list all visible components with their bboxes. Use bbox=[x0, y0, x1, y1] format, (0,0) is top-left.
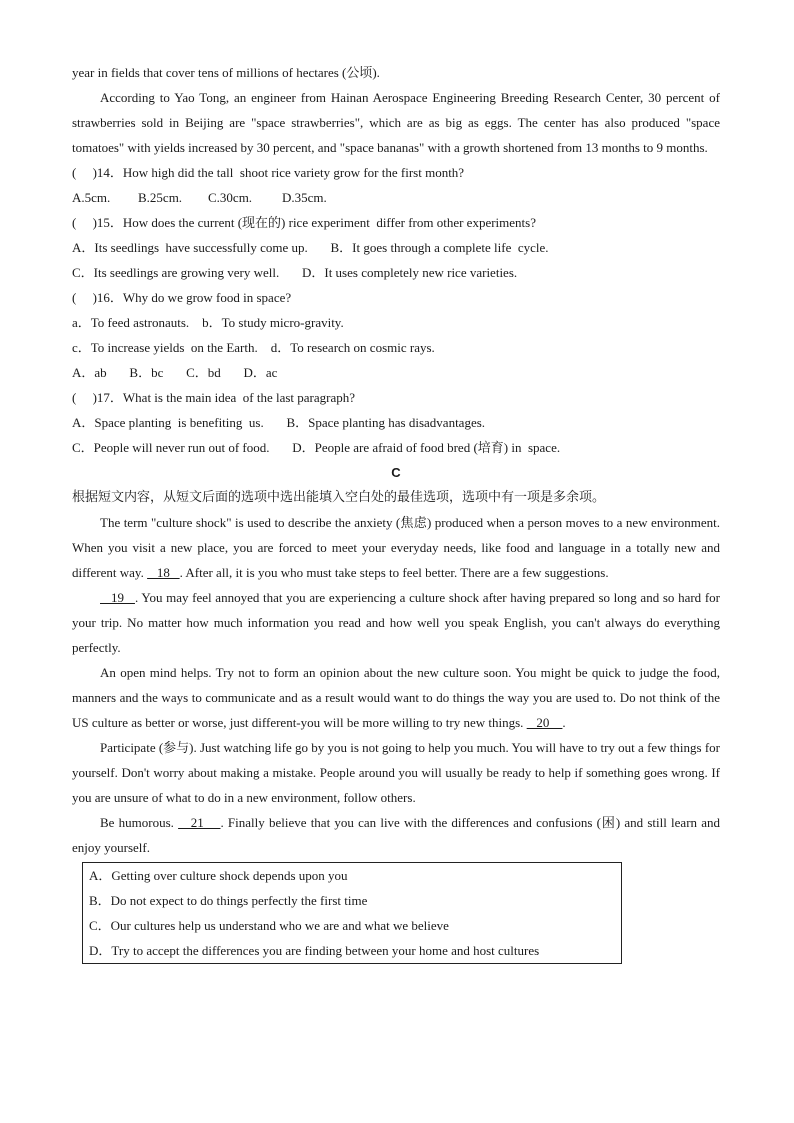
question-17-options-ab: A．Space planting is benefiting us. B．Space planting has disadvantages. bbox=[72, 415, 486, 430]
blank-18[interactable]: 18 bbox=[147, 565, 180, 580]
paragraph-text: The term "culture shock" is used to describe the anxiety (焦虑) produced when a person moves to a new environment. When you visit a new place, you are forced to meet your everyday needs, like food and language in a totally new and different way. bbox=[72, 515, 720, 580]
question-15-options-ab: A．Its seedlings have successfully come up. B．It goes through a complete life cycle. bbox=[72, 240, 549, 255]
question-16-items-cd: c．To increase yields on the Earth. d．To research on cosmic rays. bbox=[72, 340, 435, 355]
paragraph-text: Be humorous. bbox=[100, 815, 179, 830]
paragraph-text: An open mind helps. Try not to form an opinion about the new culture soon. You might be quick to judge the food, manners and the ways to communicate and as a result would want to do things the way you are used to. Do not think of the US culture as better or worse, just different-you will be more willing to try new things. bbox=[72, 665, 720, 730]
question-16-stem: ( )16．Why do we grow food in space? bbox=[72, 290, 292, 305]
box-option-c: C．Our cultures help us understand who we are and what we believe bbox=[89, 918, 449, 933]
paragraph-culture-shock bbox=[72, 510, 720, 585]
question-14-stem: ( )14．How high did the tall shoot rice variety grow for the first month? bbox=[72, 165, 465, 180]
box-option-d: D．Try to accept the differences you are finding between your home and host cultures bbox=[89, 943, 540, 958]
text-line: year in fields that cover tens of millions of hectares (公顷). bbox=[72, 65, 380, 80]
paragraph-19 bbox=[72, 585, 720, 660]
paragraph-text: . You may feel annoyed that you are experiencing a culture shock after having prepared so long and so hard for your trip. No matter how much information you read and how well you speak English, you can't always do everything perfectly. bbox=[72, 590, 720, 655]
option-a: A.5cm. bbox=[72, 190, 111, 205]
option-d: D.35cm. bbox=[282, 190, 327, 205]
options-box bbox=[82, 862, 622, 964]
paragraph-text: . Finally believe that you can live with the differences and confusions (困) and still learn and enjoy yourself. bbox=[72, 815, 720, 855]
question-17-options-cd: C．People will never run out of food. D．People are afraid of food bred (培育) in space. bbox=[72, 440, 561, 455]
question-16-options: A．ab B．bc C．bd D．ac bbox=[72, 365, 278, 380]
paragraph-yao-tong: According to Yao Tong, an engineer from Hainan Aerospace Engineering Breeding Research Center, 30 percent of strawberries sold in Beijing are "space strawberries", which are as big as eggs. The center has also produced "space tomatoes" with yields increased by 30 percent, and "space bananas" with a growth shortened from 13 months to 9 months. bbox=[72, 90, 720, 155]
worksheet-page bbox=[72, 60, 720, 964]
paragraph-open-mind bbox=[72, 660, 720, 735]
section-letter-c: C bbox=[391, 465, 401, 480]
section-c-instruction: 根据短文内容，从短文后面的选项中选出能填入空白处的最佳选项，选项中有一项是多余项。 bbox=[72, 490, 606, 505]
option-b: B.25cm. bbox=[138, 190, 183, 205]
question-15-stem: ( )15．How does the current (现在的) rice experiment differ from other experiments? bbox=[72, 215, 536, 230]
box-option-b: B．Do not expect to do things perfectly the first time bbox=[89, 893, 368, 908]
blank-21[interactable]: 21 bbox=[178, 815, 221, 830]
blank-20[interactable]: 20 bbox=[526, 715, 563, 730]
box-option-a: A．Getting over culture shock depends upon you bbox=[89, 868, 348, 883]
question-17-stem: ( )17．What is the main idea of the last paragraph? bbox=[72, 390, 356, 405]
question-16-items-ab: a．To feed astronauts. b．To study micro-gravity. bbox=[72, 315, 344, 330]
paragraph-text: . After all, it is you who must take steps to feel better. There are a few suggestions. bbox=[179, 565, 609, 580]
question-14-options bbox=[72, 185, 720, 210]
blank-19[interactable]: 19 bbox=[100, 590, 135, 605]
option-c: C.30cm. bbox=[208, 190, 253, 205]
paragraph-text: . bbox=[562, 715, 566, 730]
paragraph-humorous bbox=[72, 810, 720, 860]
paragraph-participate: Participate (参与). Just watching life go by you is not going to help you much. You will have to try out a few things for yourself. Don't worry about making a mistake. People around you will usually be ready to help if something goes wrong. If you are unsure of what to do in a new environment, follow others. bbox=[72, 740, 720, 805]
question-15-options-cd: C．Its seedlings are growing very well. D．It uses completely new rice varieties. bbox=[72, 265, 518, 280]
